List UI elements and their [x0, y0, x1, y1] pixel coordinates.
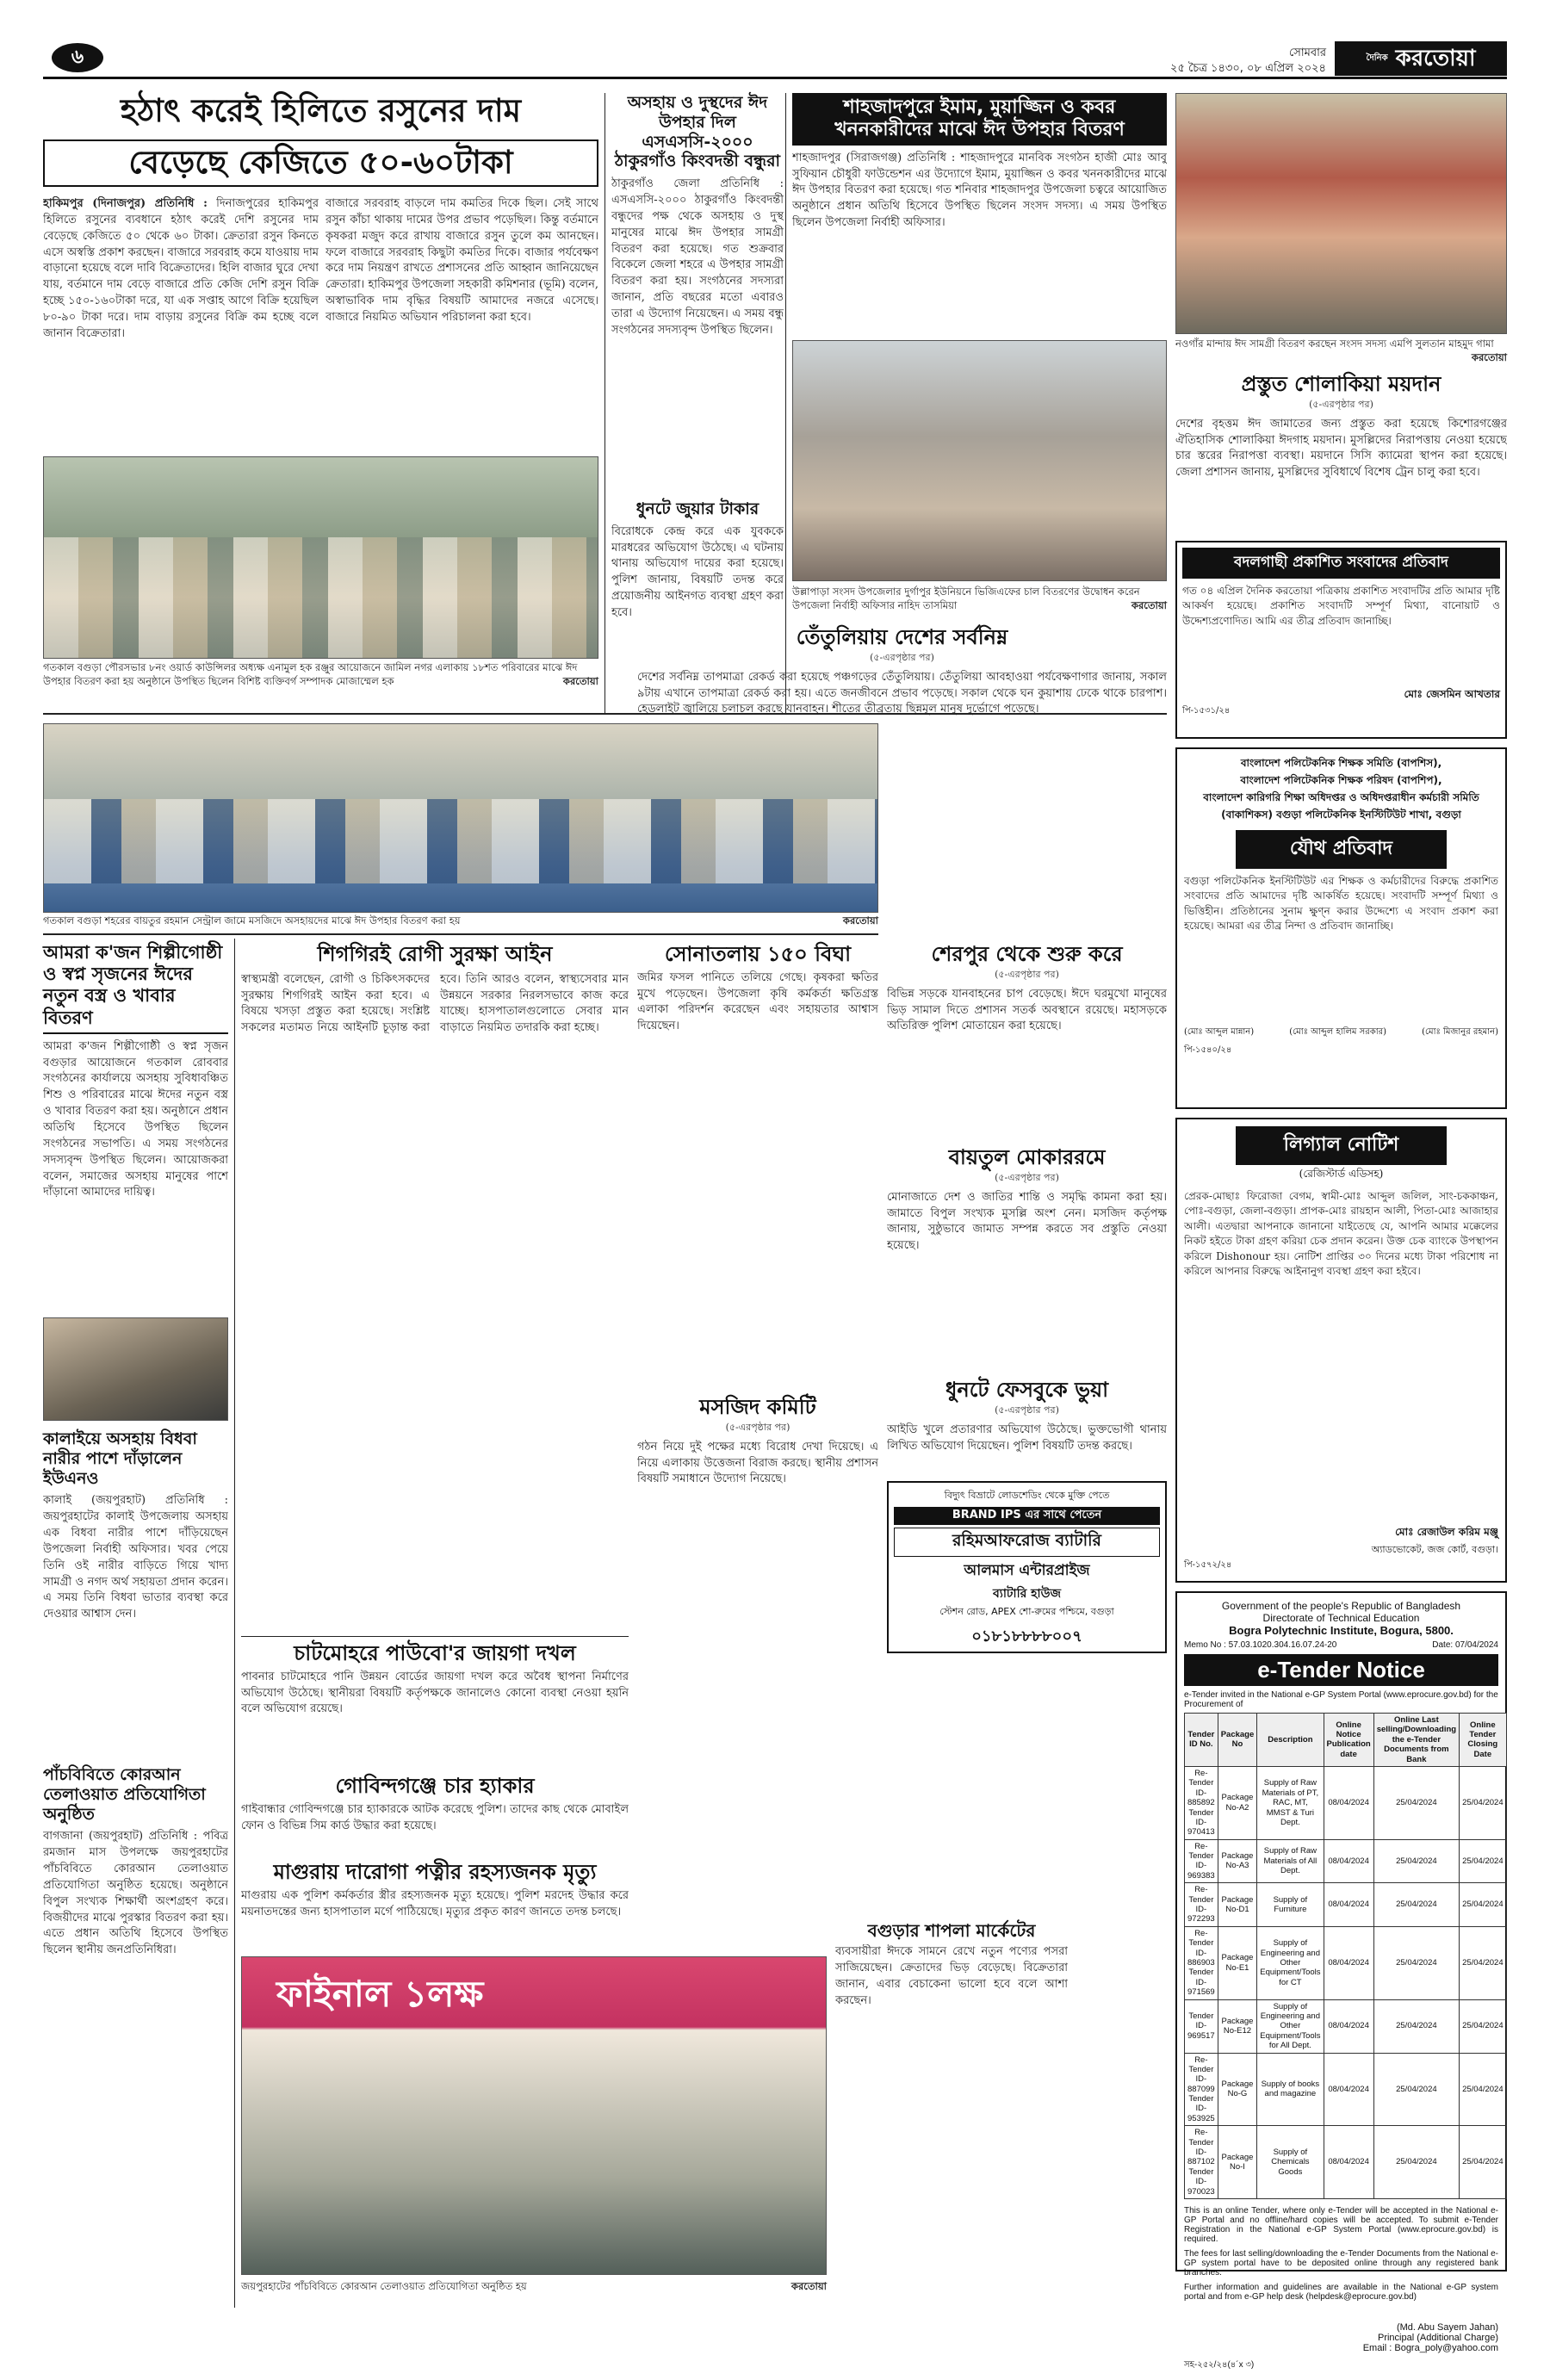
tender-cell: Supply of Engineering and Other Equipment/Tools for CT — [1257, 1926, 1324, 1999]
tender-cell: 08/04/2024 — [1324, 1766, 1373, 1839]
tender-title: e-Tender Notice — [1184, 1654, 1498, 1686]
paper-nameplate — [1335, 41, 1507, 76]
lead-dateline: হাকিমপুর (দিনাজপুর) প্রতিনিধি : — [43, 197, 208, 210]
photo-1-caption-text: গতকাল বগুড়া পৌরসভার ৮নং ওয়ার্ড কাউন্সিলর অধ্যক্ষ এনামুল হক রঞ্জুর আয়োজনে জামিল নগর এলাকায় ১৮শত পরিবারের মাঝে ঈদ উপহার বিতরণ করা হয় অনুষ্ঠানে উপস্থিত ছিলেন বিশিষ্ট ব্যক্তিবর্গ সম্পাদক মোজাম্মেল হক — [43, 661, 578, 687]
tender-cell: 08/04/2024 — [1324, 1839, 1373, 1883]
facebook-story — [887, 1378, 1167, 1491]
tender-cell: Re-Tender ID-885892 Tender ID-970413 — [1185, 1766, 1218, 1839]
tender-cell: 25/04/2024 — [1460, 2126, 1507, 2199]
quran-story — [43, 1765, 228, 2277]
tender-cell: Supply of Chemicals Goods — [1257, 2126, 1324, 2199]
magura-headline: মাগুরায় দারোগা পত্নীর রহস্যজনক মৃত্যু — [273, 1860, 597, 1884]
tender-ref: সহ-২৫২/২৪(৪´x ৩) — [1184, 2359, 1255, 2370]
shapla-story — [835, 1920, 1068, 2272]
issue-day: সোমবার — [1288, 46, 1326, 59]
tender-cell: 08/04/2024 — [1324, 2053, 1373, 2126]
tender-dept: Directorate of Technical Education — [1262, 1612, 1420, 1624]
tetulia-cont: (৫-এরপৃষ্ঠার পর) — [870, 651, 934, 663]
issue-date: ২৫ চৈত্র ১৪৩০, ০৮ এপ্রিল ২০২৪ — [1170, 62, 1326, 75]
sonatola-story — [637, 942, 878, 1401]
tender-cell: 25/04/2024 — [1460, 1883, 1507, 1927]
protest-notice — [1175, 541, 1507, 739]
shahjadpur-photo — [792, 340, 1167, 581]
legal-signer: মোঃ রেজাউল করিম মঞ্জু — [1395, 1526, 1498, 1538]
ad-address: স্টেশন রোড, APEX শো-রুমের পশ্চিমে, বগুড়া — [939, 1606, 1114, 1617]
tender-cell: 25/04/2024 — [1460, 1926, 1507, 1999]
tender-table-body — [1185, 1766, 1507, 2198]
sherpur-story — [887, 942, 1167, 1150]
etender-notice — [1175, 1591, 1507, 2370]
masthead — [43, 41, 1507, 79]
h-rule — [241, 1636, 629, 1637]
tender-cell: Re-Tender ID-887102 Tender ID-970023 — [1185, 2126, 1218, 2199]
tender-cell: Supply of Furniture — [1257, 1883, 1324, 1927]
magura-body: মাগুরায় এক পুলিশ কর্মকর্তার স্ত্রীর রহস্যজনক মৃত্যু হয়েছে। পুলিশ মরদেহ উদ্ধার করে ময়নাতদন্তের জন্য হাসপাতাল মর্গে পাঠিয়েছে। মৃত্যুর প্রকৃত কারণ জানতে তদন্ত চলছে। — [241, 1888, 629, 1918]
joint-title: যৌথ প্রতিবাদ — [1236, 830, 1447, 869]
tender-cell: Supply of books and magazine — [1257, 2053, 1324, 2126]
sherpur-headline: শেরপুর থেকে শুরু করে — [931, 942, 1123, 966]
joint-sign-2: (মোঃ আব্দুল হালিম সরকার) — [1289, 1027, 1387, 1037]
ad-line1: বিদ্যুৎ বিভ্রাটে লোডশেডিং থেকে মুক্তি পেতে — [944, 1490, 1110, 1501]
tender-inst: Bogra Polytechnic Institute, Bogura, 5800. — [1229, 1624, 1454, 1637]
dhunot-headline: ধুনটে জুয়ার টাকার — [636, 499, 760, 518]
kalai-photo — [43, 1317, 228, 1421]
shilpi-body: আমরা ক'জন শিল্পীগোষ্ঠী ও স্বপ্ন সৃজন বগুড়ার আয়োজনে গতকাল রোববার সংগঠনের কার্যালয়ে অসহায় সুবিধাবঞ্চিত শিশু ও পরিবারের মাঝে ঈদের নতুন বস্ত্র ও খাবার বিতরণ করা হয়। অনুষ্ঠানে প্রধান অতিথি হিসেবে উপস্থিত ছিলেন সংগঠনের সভাপতি। এ সময় সংগঠনের সদস্যবৃন্দ উপস্থিত ছিলেন। আয়োজকরা বলেন, সমাজের অসহায় মানুষের পাশে দাঁড়ানো আমাদের দায়িত্ব। — [43, 1039, 228, 1199]
tender-cell: 25/04/2024 — [1373, 1766, 1459, 1839]
col-divider — [234, 939, 235, 2308]
tender-cell: 25/04/2024 — [1373, 2126, 1459, 2199]
tender-cell: 08/04/2024 — [1324, 1999, 1373, 2053]
legal-signer-role: অ্যাডভোকেট, জজ কোর্ট, বগুড়া। — [1371, 1544, 1498, 1555]
lead-body-col2: বাজারে সরবরাহ বাড়লে দাম কমতির দিকে ছিল। সেই সাথে রসুন কাঁচা থাকায় দামের উপর প্রভাব পড়েছিল। কিন্তু বর্তমানে কৃষকরা মজুদ করে রাখায় বাজারে রসুন তুলে কম আনছেন। ফলে বাজারে সরবরাহ কিছুটা কমতির দিকে। বাজার পর্যবেক্ষণ করে দাম নিয়ন্ত্রণ রাখতে প্রশাসনের প্রতি আহ্বান জানিয়েছেন ক্রেতারা। হাকিমপুর উপজেলা সহকারী কমিশনার (ভূমি) বলেন, অস্বাভাবিক দাম বৃদ্ধির বিষয়টি আমাদের নজরে এসেছে। বাজারে নিয়মিত অভিযান পরিচালনা করা হবে। — [326, 197, 598, 324]
kalai-body: কালাই (জয়পুরহাট) প্রতিনিধি : জয়পুরহাটের কালাই উপজেলায় অসহায় এক বিধবা নারীর পাশে দাঁড়িয়েছেন উপজেলা নির্বাহী অফিসার। খবর পেয়ে তিনি ওই নারীর বাড়িতে গিয়ে খাদ্য সামগ্রী ও নগদ অর্থ সহায়তা প্রদান করেন। এ সময় তিনি বিধবা ভাতার ব্যবস্থা করে দেওয়ার আশ্বাস দেন। — [43, 1494, 228, 1621]
masjid-headline: মসজিদ কমিটি — [699, 1395, 816, 1419]
tender-cell: 25/04/2024 — [1373, 1926, 1459, 1999]
paper-name-small: দৈনিক — [1366, 53, 1388, 63]
lead-text: দিনাজপুরের হাকিমপুর হিলিতে রসুনের ব্যবধানে হঠাৎ করেই দেশি রসুনের দাম বেড়েছে কেজিতে ৫০ থেকে ৬০ টাকা। ক্রেতারা রসুন কিনতে এসে অস্বস্তি প্রকাশ করছেন। বাজারে সরবরাহ কমে যাওয়ায় দাম বাড়ানো হয়েছে বলে দাবি বিক্রেতাদের। হিলি বাজার ঘুরে দেখা যায়, বর্তমানে দাম বেড়ে বাজারে প্রতি কেজি দেশি রসুন বিক্রি হচ্ছে ১৫০-১৬০টাকা দরে, যা এক সপ্তাহ আগে বিক্রি হয়েছিল ৮০-৯০ টাকা দরে। দাম বাড়ায় রসুনের বিক্রি কম হচ্ছে বলে জানান বিক্রেতারা। — [43, 197, 319, 340]
joint-sign-3: (মোঃ মিজানুর রহমান) — [1422, 1027, 1498, 1037]
legal-subtitle: (রেজিস্টার্ড এডিসহ) — [1299, 1168, 1384, 1180]
tender-cell: Package No-D1 — [1218, 1883, 1257, 1927]
tender-cell: 25/04/2024 — [1460, 1766, 1507, 1839]
photo-1-credit: করতোয়া — [562, 674, 598, 687]
sherpur-cont: (৫-এরপৃষ্ঠার পর) — [995, 968, 1059, 980]
photo-1-caption — [43, 661, 598, 704]
tender-cell: Re-Tender ID-886903 Tender ID-971569 — [1185, 1926, 1218, 1999]
table-row — [1185, 1839, 1507, 1883]
tetulia-headline: তেঁতুলিয়ায় দেশের সর্বনিম্ন — [796, 625, 1008, 649]
h-rule — [43, 933, 878, 935]
legal-title: লিগ্যাল নোটিশ — [1236, 1126, 1447, 1165]
eid-gift-story — [611, 93, 784, 487]
tender-cell: Package No-I — [1218, 2126, 1257, 2199]
tender-note-1: This is an online Tender, where only e-Tender will be accepted in the National e-GP Portal and no offline/hard copies will be accepted. To submit e-Tender Registration in the National e-GP System Portal (www.eprocure.gov.bd) is required. — [1184, 2205, 1498, 2244]
tender-cell: Supply of Raw Materials of All Dept. — [1257, 1839, 1324, 1883]
lead-headline-2: বেড়েছে কেজিতে ৫০-৬০টাকা — [43, 139, 598, 187]
tender-header-cell: Online Last selling/Downloading the e-Tender Documents from Bank — [1373, 1714, 1459, 1767]
tetulia-story — [637, 625, 1167, 928]
shahjadpur-body: শাহজাদপুর (সিরাজগঞ্জ) প্রতিনিধি : শাহজাদপুরে মানবিক সংগঠন হাজী মোঃ আবু সুফিয়ান চৌধুরী ফাউন্ডেশন এর উদ্যোগে ইমাম, মুয়াজ্জিন ও কবর খননকারীদের মাঝে ঈদ উপহার বিতরণ করা হয়েছে। গত শনিবার শাহজাদপুর উপজেলা চত্বরে আয়োজিত অনুষ্ঠানে প্রধান অতিথি হিসেবে উপস্থিত ছিলেন সংসদ সদস্য। এ সময় উপস্থিত ছিলেন উপজেলা নির্বাহী অফিসার। — [792, 151, 1167, 230]
tender-signer: (Md. Abu Sayem Jahan) — [1396, 2321, 1498, 2333]
tender-cell: 25/04/2024 — [1460, 1839, 1507, 1883]
sholakia-headline: প্রস্তুত শোলাকিয়া ময়দান — [1241, 372, 1442, 396]
tender-header-cell: Online Tender Closing Date — [1460, 1714, 1507, 1767]
quran-headline: পাঁচবিবিতে কোরআন তেলাওয়াত প্রতিযোগিতা অনুষ্ঠিত — [43, 1765, 206, 1824]
chatmohor-story — [241, 1641, 629, 1773]
tender-note-2: The fees for last selling/downloading the e-Tender Documents from the National e-GP system portal have to be deposited online through any registered bank branches. — [1184, 2248, 1498, 2278]
tender-email: Email : Bogra_poly@yahoo.com — [1362, 2342, 1498, 2353]
sherpur-body: বিভিন্ন সড়কে যানবাহনের চাপ বেড়েছে। ঈদে ঘরমুখো মানুষের ভিড় সামাল দিতে প্রশাসন সতর্ক অবস্থানে রয়েছে। মহাসড়কে অতিরিক্ত পুলিশ মোতায়েন করা হয়েছে। — [887, 987, 1167, 1033]
joint-org1: বাংলাদেশ পলিটেকনিক শিক্ষক সমিতি (বাপশিস), — [1240, 757, 1442, 769]
ad-brand: BRAND IPS এর সাথে পেতেন — [894, 1507, 1160, 1525]
magura-story — [241, 1860, 629, 1966]
paper-name: করতোয়া — [1395, 46, 1476, 71]
protest-signer: মোঃ জেসমিন আখতার — [1404, 688, 1500, 700]
tender-cell: Tender ID-969517 — [1185, 1999, 1218, 2053]
mandra-caption-text: নওগাঁর মান্দায় ঈদ সামগ্রী বিতরণ করছেন সংসদ সদস্য এমপি সুলতান মাহমুদ গামা — [1175, 338, 1494, 350]
page-number-badge: ৬ — [52, 43, 103, 72]
rogi-headline: শিগগিরই রোগী সুরক্ষা আইন — [317, 942, 553, 966]
shahjadpur-story — [792, 93, 1167, 323]
battery-ad — [887, 1481, 1167, 1653]
tetulia-body: দেশের সর্বনিম্ন তাপমাত্রা রেকর্ড করা হয়েছে পঞ্চগড়ের তেঁতুলিয়ায়। তেঁতুলিয়া আবহাওয়া পর্যবেক্ষণাগার জানায়, সকাল ৯টায় এখানে তাপমাত্রা রেকর্ড করা হয়। এতে জনজীবনে প্রভাব পড়েছে। সকাল থেকে ঘন কুয়াশায় ঢেকে থাকে চারপাশ। হেডলাইট জ্বালিয়ে চলাচল করছে যানবাহন। শীতের তীব্রতায় ছিন্নমূল মানুষ দুর্ভোগে পড়েছে। — [637, 670, 1167, 716]
tender-header-cell: Package No — [1218, 1714, 1257, 1767]
tender-table-header — [1185, 1714, 1507, 1767]
table-row — [1185, 2126, 1507, 2199]
table-row — [1185, 2053, 1507, 2126]
tender-cell: Supply of Engineering and Other Equipment/Tools for All Dept. — [1257, 1999, 1324, 2053]
rogi-story — [241, 942, 629, 1652]
event-banner-text: ফাইনাল ১লক্ষ — [276, 1973, 484, 2015]
masjid-body: গঠন নিয়ে দুই পক্ষের মধ্যে বিরোধ দেখা দিয়েছে। এ নিয়ে এলাকায় উত্তেজনা বিরাজ করছে। স্থানীয় প্রশাসন বিষয়টি সমাধানে উদ্যোগ নিয়েছে। — [637, 1440, 878, 1486]
joint-protest-notice — [1175, 747, 1507, 1109]
tender-cell: Package No-A2 — [1218, 1766, 1257, 1839]
shilpi-story — [43, 942, 228, 1298]
distribution-photo-1 — [43, 456, 598, 659]
tender-header-cell: Tender ID No. — [1185, 1714, 1218, 1767]
tender-header-cell: Description — [1257, 1714, 1324, 1767]
tender-cell: Re-Tender ID-972293 — [1185, 1883, 1218, 1927]
kalai-headline: কালাইয়ে অসহায় বিধবা নারীর পাশে দাঁড়ালেন ইউএনও — [43, 1429, 197, 1488]
shapla-headline: বগুড়ার শাপলা মার্কেটের — [867, 1920, 1036, 1941]
shilpi-headline: আমরা ক'জন শিল্পীগোষ্ঠী ও স্বপ্ন সৃজনের ঈদের নতুন বস্ত্র ও খাবার বিতরণ — [43, 942, 228, 1034]
sonatola-body: জমির ফসল পানিতে তলিয়ে গেছে। কৃষকরা ক্ষতির মুখে পড়েছেন। উপজেলা কৃষি কর্মকর্তা ক্ষতিগ্রস্ত এলাকা পরিদর্শন করেছেন এবং সহায়তার আশ্বাস দিয়েছেন। — [637, 970, 878, 1033]
sholakia-cont: (৫-এরপৃষ্ঠার পর) — [1309, 398, 1373, 410]
tender-cell: Supply of Raw Materials of PT, RAC, MT, MMST & Turi Dept. — [1257, 1766, 1324, 1839]
ad-name: রহিমআফরোজ ব্যাটারি — [894, 1528, 1160, 1557]
facebook-headline: ধুনটে ফেসবুকে ভুয়া — [945, 1378, 1109, 1402]
lead-headline-1: হঠাৎ করেই হিলিতে রসুনের দাম — [120, 92, 522, 129]
tender-cell: Re-Tender ID-887099 Tender ID-953925 — [1185, 2053, 1218, 2126]
tender-note-3: Further information and guidelines are available in the National e-GP system portal and from e-GP help desk (helpdesk@eprocure.gov.bd) — [1184, 2282, 1498, 2302]
gobindaganj-body: গাইবান্ধার গোবিন্দগঞ্জে চার হ্যাকারকে আটক করেছে পুলিশ। তাদের কাছ থেকে মোবাইল ফোন ও বিভিন্ন সিম কার্ড উদ্ধার করা হয়েছে। — [241, 1802, 629, 1832]
sholakia-story — [1175, 372, 1507, 546]
joint-org3: বাংলাদেশ কারিগরি শিক্ষা অধিদপ্তর ও অধিদপ্তরাধীন কর্মচারী সমিতি (বাকাশিকস) বগুড়া পলিটেকনিক ইনস্টিটিউট শাখা, বগুড়া — [1203, 791, 1479, 821]
table-row — [1185, 1999, 1507, 2053]
masjid-cont: (৫-এরপৃষ্ঠার পর) — [725, 1421, 790, 1433]
joint-signatures — [1184, 1026, 1498, 1040]
tender-cell: 25/04/2024 — [1373, 1883, 1459, 1927]
sholakia-body: দেশের বৃহত্তম ঈদ জামাতের জন্য প্রস্তুত করা হয়েছে কিশোরগঞ্জের ঐতিহাসিক শোলাকিয়া ঈদগাহ ময়দান। মুসল্লিদের নিরাপত্তায় নেওয়া হয়েছে চার স্তরের নিরাপত্তা ব্যবস্থা। ময়দানে সিসি ক্যামেরা স্থাপন করা হয়েছে। জেলা প্রশাসন জানায়, মুসল্লিদের সুবিধার্থে বিশেষ ট্রেন চালু করা হবে। — [1175, 417, 1507, 480]
table-row — [1185, 1926, 1507, 1999]
bayazid-body: মোনাজাতে দেশ ও জাতির শান্তি ও সমৃদ্ধি কামনা করা হয়। জামাতে বিপুল সংখ্যক মুসল্লি অংশ নেন। মসজিদ কর্তৃপক্ষ জানায়, সুষ্ঠুভাবে জামাত সম্পন্ন করতে সব প্রস্তুতি নেওয়া হয়েছে। — [887, 1190, 1167, 1253]
shahjadpur-headline: শাহজাদপুরে ইমাম, মুয়াজ্জিন ও কবর খননকারীদের মাঝে ঈদ উপহার বিতরণ — [792, 93, 1167, 146]
tender-cell: 25/04/2024 — [1373, 2053, 1459, 2126]
joint-body: বগুড়া পলিটেকনিক ইনস্টিটিউট এর শিক্ষক ও কর্মচারীদের বিরুদ্ধে প্রকাশিত সংবাদের প্রতি আমাদের দৃষ্টি আকর্ষিত হয়েছে। সংবাদটি সম্পূর্ণ মিথ্যা ও ভিত্তিহীন। প্রতিষ্ঠানের সুনাম ক্ষুণ্ন করার উদ্দেশ্যে এ সংবাদ প্রকাশ করা হয়েছে। আমরা এর তীব্র নিন্দা ও প্রতিবাদ জানাচ্ছি। — [1184, 875, 1498, 933]
chatmohor-headline: চাটমোহরে পাউবো'র জায়গা দখল — [294, 1641, 576, 1665]
col-divider — [785, 93, 786, 713]
shahjadpur-photo-caption — [792, 586, 1167, 620]
mandra-photo — [1175, 93, 1507, 334]
tender-cell: 25/04/2024 — [1460, 2053, 1507, 2126]
kalai-story — [43, 1429, 228, 1751]
table-row — [1185, 1883, 1507, 1927]
tender-cell: 08/04/2024 — [1324, 1926, 1373, 1999]
bottom-photo-caption — [241, 2280, 827, 2296]
legal-ref: পি-১৫৭২/২৪ — [1184, 1560, 1232, 1570]
bayazid-headline: বায়তুল মোকাররমে — [948, 1145, 1106, 1169]
mandra-photo-credit: করতোয়া — [1471, 350, 1507, 363]
sonatola-headline: সোনাতলায় ১৫০ বিঘা — [664, 942, 852, 966]
protest-ref: পি-১৫৩১/২৪ — [1182, 706, 1231, 716]
tender-signer-role: Principal (Additional Charge) — [1377, 2332, 1498, 2343]
tender-header-cell: Online Notice Publication date — [1324, 1714, 1373, 1767]
masjid-story — [637, 1395, 878, 1750]
table-row — [1185, 1766, 1507, 1839]
lead-body-col1 — [43, 196, 319, 446]
bayazid-cont: (৫-এরপৃষ্ঠার পর) — [995, 1171, 1059, 1183]
protest-title: বদলগাছী প্রকাশিত সংবাদের প্রতিবাদ — [1182, 548, 1500, 579]
legal-notice — [1175, 1118, 1507, 1583]
quran-event-photo — [241, 1956, 827, 2275]
joint-ref: পি-১৫৪০/২৪ — [1184, 1045, 1232, 1055]
facebook-body: আইডি খুলে প্রতারণার অভিযোগ উঠেছে। ভুক্তভোগী থানায় লিখিত অভিযোগ দিয়েছেন। পুলিশ বিষয়টি তদন্ত করছে। — [887, 1422, 1167, 1453]
gobindaganj-story — [241, 1774, 629, 1862]
tender-cell: Re-Tender ID-969383 — [1185, 1839, 1218, 1883]
rogi-body: স্বাস্থ্যমন্ত্রী বলেছেন, রোগী ও চিকিৎসকদের সুরক্ষায় শিগগিরই আইন করা হবে। এ বিষয়ে খসড়া প্রস্তুত করা হয়েছে। সংশ্লিষ্ট সকলের মতামত নিয়ে আইনটি চূড়ান্ত করা হবে। তিনি আরও বলেন, স্বাস্থ্যসেবার মান উন্নয়নে সরকার নিরলসভাবে কাজ করে যাচ্ছে। হাসপাতালগুলোতে সেবার মান বাড়াতে নিয়মিত তদারকি করা হচ্ছে। — [241, 972, 629, 1035]
tender-cell: 25/04/2024 — [1373, 1839, 1459, 1883]
tender-cell: Package No-E12 — [1218, 1999, 1257, 2053]
photo-2-credit: করতোয়া — [842, 914, 878, 927]
ad-phone: ০১৮১৮৮৮৮০০৭ — [971, 1627, 1082, 1646]
tender-cell: Package No-E1 — [1218, 1926, 1257, 1999]
bayazid-story — [887, 1145, 1167, 1379]
photo-2-caption-text: গতকাল বগুড়া শহরের বায়তুর রহমান সেন্ট্রাল জামে মসজিদে অসহায়দের মাঝে ঈদ উপহার বিতরণ করা হয় — [43, 914, 461, 927]
tender-memo: Memo No : 57.03.1020.304.16.07.24-20 — [1184, 1640, 1337, 1650]
tender-gov: Government of the people's Republic of Bangladesh — [1221, 1600, 1461, 1612]
bottom-photo-caption-text: জয়পুরহাটের পাঁচবিবিতে কোরআন তেলাওয়াত প্রতিযোগিতা অনুষ্ঠিত হয় — [241, 2280, 527, 2292]
tender-cell: 08/04/2024 — [1324, 2126, 1373, 2199]
eid-gift-headline: অসহায় ও দুস্থদের ঈদ উপহার দিল এসএসসি-২০০০ ঠাকুরগাঁও কিংবদন্তী বন্ধুরা — [614, 93, 781, 171]
mandra-photo-caption — [1175, 338, 1507, 369]
tender-cell: Package No-G — [1218, 2053, 1257, 2126]
ad-shop2: ব্যাটারি হাউজ — [992, 1587, 1062, 1601]
tender-table — [1184, 1713, 1507, 2199]
col-divider — [604, 93, 605, 713]
shahjadpur-photo-credit: করতোয়া — [1131, 598, 1167, 611]
ad-shop: আলমাস এন্টারপ্রাইজ — [964, 1562, 1090, 1579]
tender-date: Date: 07/04/2024 — [1432, 1640, 1498, 1650]
quran-body: বাগজানা (জয়পুরহাট) প্রতিনিধি : পবিত্র রমজান মাস উপলক্ষে জয়পুরহাটের পাঁচবিবিতে কোরআন তেলাওয়াত প্রতিযোগিতা অনুষ্ঠিত হয়েছে। অনুষ্ঠানে বিপুল সংখ্যক শিক্ষার্থী অংশগ্রহণ করে। বিজয়ীদের মাঝে পুরস্কার বিতরণ করা হয়। এতে প্রধান অতিথি হিসেবে উপস্থিত ছিলেন স্থানীয় জনপ্রতিনিধিরা। — [43, 1830, 228, 1957]
protest-body: গত ০৪ এপ্রিল দৈনিক করতোয়া পত্রিকায় প্রকাশিত সংবাদটির প্রতি আমার দৃষ্টি আকর্ষণ হয়েছে। প্রকাশিত সংবাদটি সম্পূর্ণ মিথ্যা, বানোয়াট ও উদ্দেশ্যপ্রণোদিত। আমি এর তীব্র প্রতিবাদ জানাচ্ছি। — [1182, 585, 1500, 627]
tender-cell: 08/04/2024 — [1324, 1883, 1373, 1927]
shapla-body: ব্যবসায়ীরা ঈদকে সামনে রেখে নতুন পণ্যের পসরা সাজিয়েছেন। ক্রেতাদের ভিড় বেড়েছে। বিক্রেতারা জানান, এবার বেচাকেনা ভালো হবে বলে আশা করছেন। — [835, 1945, 1068, 2007]
joint-org2: বাংলাদেশ পলিটেকনিক শিক্ষক পরিষদ (বাপশিপ), — [1240, 774, 1442, 786]
chatmohor-body: পাবনার চাটমোহরে পানি উন্নয়ন বোর্ডের জায়গা দখল করে অবৈধ স্থাপনা নির্মাণের অভিযোগ উঠেছে। স্থানীয়রা বিষয়টি কর্তৃপক্ষকে জানালেও কোনো ব্যবস্থা নেওয়া হয়নি বলে অভিযোগ রয়েছে। — [241, 1670, 629, 1716]
dhunot-body: বিরোধকে কেন্দ্র করে এক যুবককে মারধরের অভিযোগ উঠেছে। এ ঘটনায় থানায় অভিযোগ দায়ের করা হয়েছে। পুলিশ জানায়, বিষয়টি তদন্ত করে প্রয়োজনীয় আইনগত ব্যবস্থা গ্রহণ করা হবে। — [611, 524, 784, 620]
legal-body: প্রেরক-মোছাঃ ফিরোজা বেগম, স্বামী-মোঃ আব্দুল জলিল, সাং-চককাঞ্চন, পোঃ-বগুড়া, জেলা-বগুড়া। প্রাপক-মোঃ রায়হান আলী, পিতা-মোঃ আজাহার আলী। এতদ্বারা আপনাকে জানানো যাইতেছে যে, আপনি আমার মক্কেলের নিকট হইতে টাকা গ্রহণ করিয়া চেক প্রদান করেন। উক্ত চেক ব্যাংকে উপস্থাপন করিলে Dishonour হয়। নোটিশ প্রাপ্তির ৩০ দিনের মধ্যে টাকা পরিশোধ না করিলে আপনার বিরুদ্ধে আইনানুগ ব্যবস্থা গ্রহণ করা হইবে। — [1184, 1190, 1498, 1277]
shahjadpur-caption-text: উল্লাপাড়া সংসদ উপজেলার দুর্গাপুর ইউনিয়নে ভিজিএফের চাল বিতরণের উদ্বোধন করেন উপজেলা নির্বাহী অফিসার নাহিদ তাসমিয়া — [792, 586, 1140, 611]
eid-gift-body: ঠাকুরগাঁও জেলা প্রতিনিধি : এসএসসি-২০০০ ঠাকুরগাঁও কিংবদন্তী বন্ধুদের পক্ষ থেকে অসহায় ও দুস্থ মানুষের মাঝে ঈদ উপহার সামগ্রী বিতরণ করা হয়েছে। গত শুক্রবার বিকেলে জেলা শহরে এ উপহার সামগ্রী বিতরণ করা হয়। সংগঠনের সদস্যরা জানান, প্রতি বছরের মতো এবারও তারা এ উদ্যোগ নিয়েছেন। এ সময় বন্ধু সংগঠনের সদস্যবৃন্দ উপস্থিত ছিলেন। — [611, 177, 784, 337]
bottom-photo-credit: করতোয়া — [790, 2280, 827, 2292]
tender-intro: e-Tender invited in the National e-GP System Portal (www.eprocure.gov.bd) for the Procurement of — [1184, 1690, 1498, 1709]
tender-cell: 25/04/2024 — [1460, 1999, 1507, 2053]
gobindaganj-headline: গোবিন্দগঞ্জে চার হ্যাকার — [335, 1774, 535, 1798]
facebook-cont: (৫-এরপৃষ্ঠার পর) — [995, 1404, 1059, 1416]
joint-sign-1: (মোঃ আব্দুল মান্নান) — [1184, 1027, 1255, 1037]
tender-cell: 25/04/2024 — [1373, 1999, 1459, 2053]
tender-cell: Package No-A3 — [1218, 1839, 1257, 1883]
tender-memo-row — [1184, 1640, 1498, 1650]
